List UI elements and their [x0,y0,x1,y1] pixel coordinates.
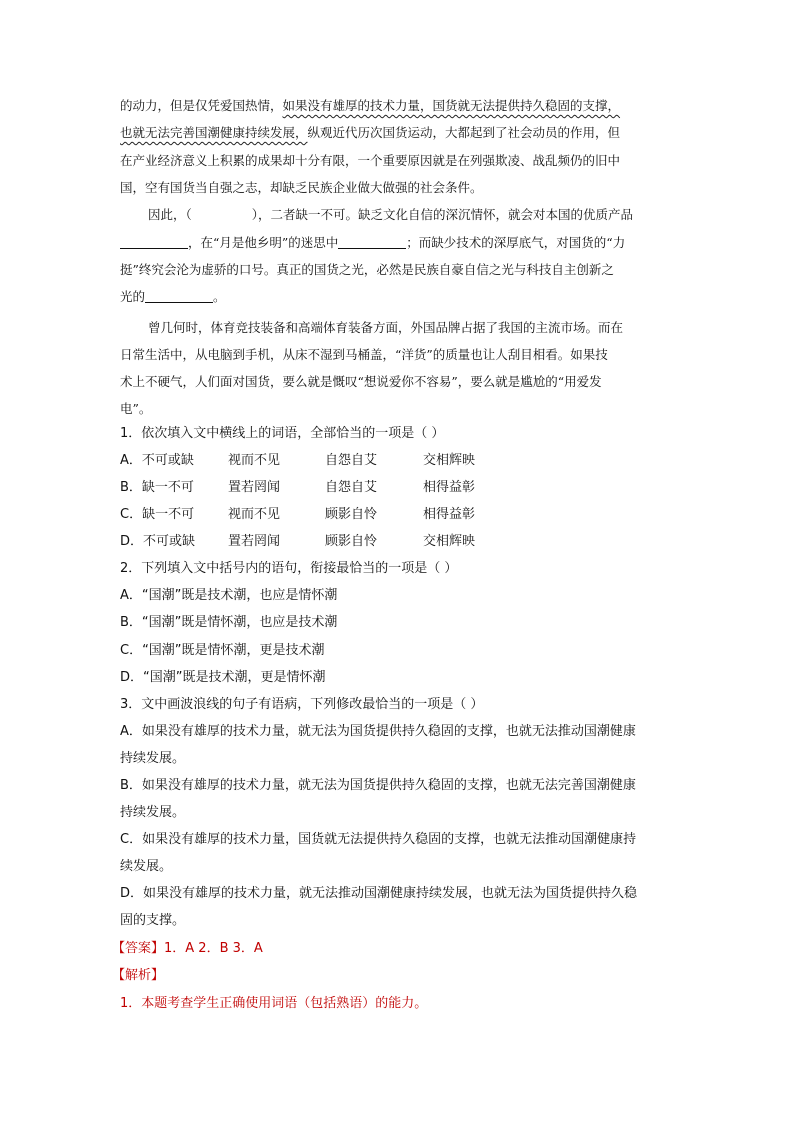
question-1-option-b: B．缺一不可 置若罔闻 自怨自艾 相得益彰 [120,480,476,495]
question-3-option-a-cont: 持续发展。 [120,751,186,766]
passage-line [120,283,680,310]
passage-text: 纵观近代历次国货运动，大都起到了社会动员的作用，但 [307,125,621,140]
question-2-option-c: C．“国潮”既是情怀潮，更是技术潮 [120,643,325,658]
wavy-underlined-sentence: 也就无法完善国潮健康持续发展， [120,125,308,140]
passage-line: 挺”终究会沦为虚骄的口号。真正的国货之光，必然是民族自豪自信之光与科技自主创新之 [120,262,614,277]
question-2-option-b: B．“国潮”既是情怀潮，也应是技术潮 [120,615,338,630]
question-2-option-d: D．“国潮”既是技术潮，更是情怀潮 [120,670,326,685]
passage-line: 日常生活中，从电脑到手机，从床不湿到马桶盖，“洋货”的质量也让人刮目相看。如果技 [120,347,608,362]
passage-line: 电”。 [120,401,152,416]
passage-line: 曾几何时，体育竞技装备和高端体育装备方面，外国品牌占据了我国的主流市场。而在 [148,320,624,335]
question-3-stem: 3．文中画波浪线的句子有语病，下列修改最恰当的一项是（ ） [120,697,484,712]
question-1-option-a: A．不可或缺 视而不见 自怨自艾 交相辉映 [120,453,476,468]
analysis-label: 【解析】 [112,968,165,983]
question-3-option-b: B．如果没有雄厚的技术力量，就无法为国货提供持久稳固的支撑，也就无法完善国潮健康 [120,778,636,793]
question-2-stem: 2．下列填入文中括号内的语句，衔接最恰当的一项是（ ） [120,561,458,576]
passage-text: ），二者缺一不可。缺乏文化自信的深沉情怀，就会对本国的优质产品 [251,207,634,222]
passage-line [120,229,680,256]
question-2-option-a: A．“国潮”既是技术潮，也应是情怀潮 [120,588,338,603]
passage-line [148,201,708,228]
passage-text: 因此，（ [148,207,192,222]
passage-line: 术上不硬气，人们面对国货，要么就是慨叹“想说爱你不容易”，要么就是尴尬的“用爱发 [120,374,602,389]
passage-line: 在产业经济意义上积累的成果却十分有限，一个重要原因就是在列强欺凌、战乱频仍的旧中 [120,153,621,168]
passage-text: 。 [213,289,226,304]
passage-line [120,92,680,119]
question-3-option-c: C．如果没有雄厚的技术力量，国货就无法提供持久稳固的支撑，也就无法推动国潮健康持 [120,832,637,847]
passage-line: 国，空有国货当自强之志，却缺乏民族企业做大做强的社会条件。 [120,180,483,195]
passage-text: ，在“月是他乡明”的迷思中 [188,235,339,250]
answer-line [112,940,263,958]
question-3-option-b-cont: 持续发展。 [120,805,186,820]
question-1-option-c: C．缺一不可 视而不见 顾影自怜 相得益彰 [120,507,476,522]
question-1-option-d: D．不可或缺 置若罔闻 顾影自怜 交相辉映 [120,534,476,549]
fill-blank-1 [120,234,188,249]
passage-text: 的动力，但是仅凭爱国热情， [120,98,283,113]
passage-text: ；而缺少技术的深厚底气，对国货的“力 [406,235,626,250]
wavy-underlined-sentence: 如果没有雄厚的技术力量，国货就无法提供持久稳固的支撑， [282,98,621,113]
passage-text: 光的 [120,289,146,304]
analysis-line-1: 1．本题考查学生正确使用词语（包括熟语）的能力。 [120,996,428,1011]
fill-blank-3 [145,288,213,303]
question-1-stem: 1．依次填入文中横线上的词语，全部恰当的一项是（ ） [120,426,445,441]
question-3-option-d: D．如果没有雄厚的技术力量，就无法推动国潮健康持续发展，也就无法为国货提供持久稳 [120,886,638,901]
question-3-option-a: A．如果没有雄厚的技术力量，就无法为国货提供持久稳固的支撑，也就无法推动国潮健康 [120,724,636,739]
fill-blank-2 [338,234,406,249]
answer-label: 【答案】 [112,941,165,956]
passage-line [120,119,680,146]
question-3-option-d-cont: 固的支撑。 [120,913,186,928]
answer-text: 1．A 2．B 3．A [164,941,263,956]
question-3-option-c-cont: 续发展。 [120,859,173,874]
